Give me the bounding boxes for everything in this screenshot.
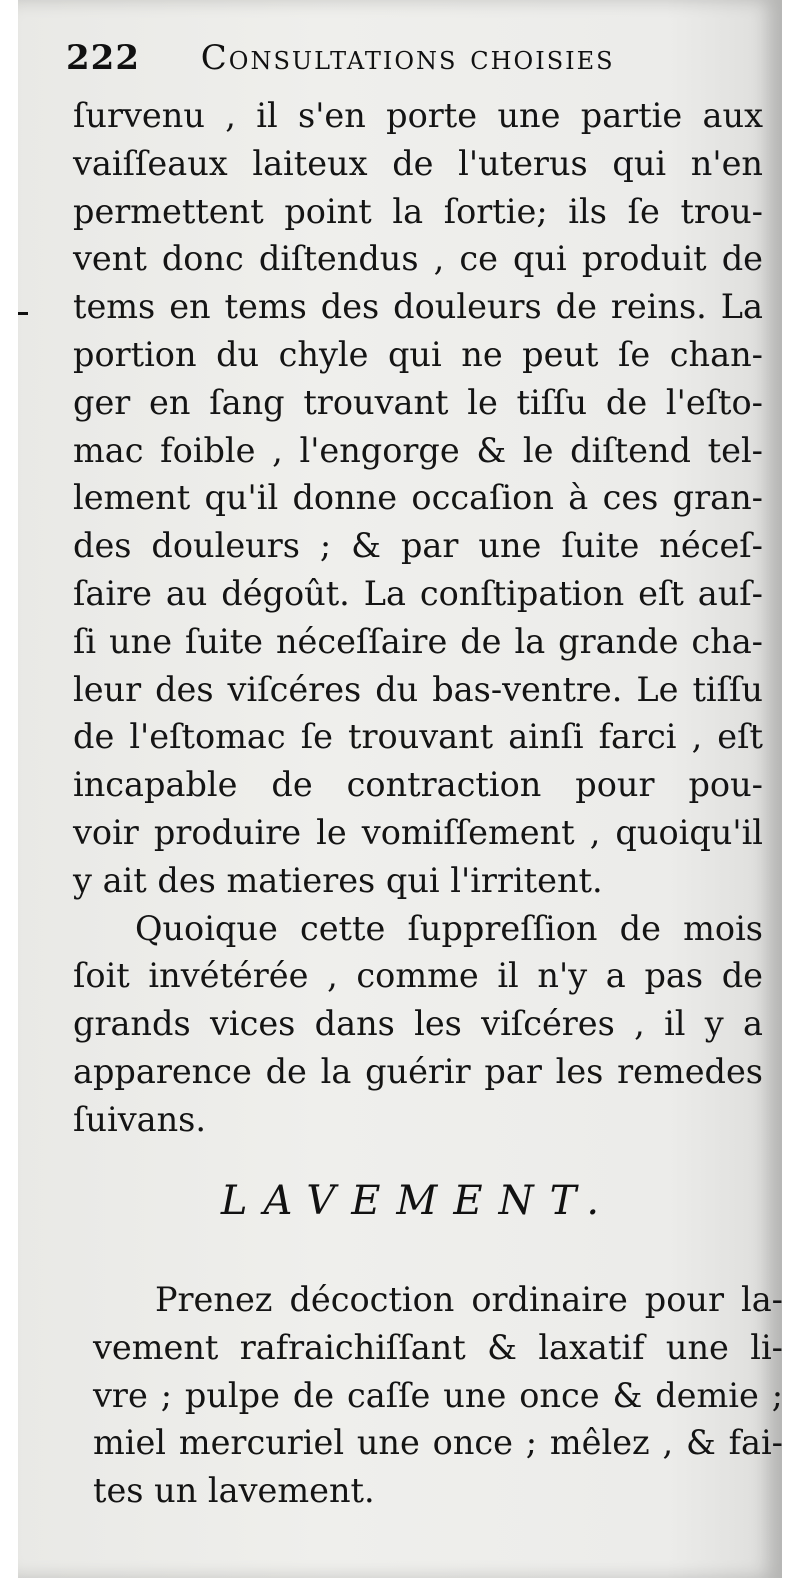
book-page (18, 0, 782, 1578)
text-line: y ait des matieres qui l'irritent. (73, 860, 603, 900)
text-line: portion du chyle qui ne peut ſe chan- (73, 334, 763, 374)
recipe-line: vre ; pulpe de caſſe une once & demie ; (93, 1375, 783, 1415)
recipe-line: Prenez décoction ordinaire pour la- (155, 1280, 783, 1319)
text-line: permettent point la ſortie; ils ſe trou- (73, 191, 763, 231)
text-line: vaiſſeaux laiteux de l'uterus qui n'en (73, 143, 763, 183)
text-line: ſaire au dégoût. La conſtipation eſt auſ- (73, 573, 763, 613)
text-line: grands vices dans les viſcéres , il y a (73, 1004, 763, 1044)
text-line: lement qu'il donne occaſion à ces gran- (73, 478, 763, 518)
section-heading: LAVEMENT. (220, 1178, 616, 1224)
running-head (66, 38, 766, 88)
text-line: de l'eſtomac ſe trouvant ainſi farci , eſt (73, 717, 763, 757)
text-line: ſurvenu , il s'en porte une partie aux (73, 96, 763, 135)
recipe-line: tes un lavement. (93, 1471, 375, 1511)
text-line: ſi une ſuite néceſſaire de la grande cha- (73, 621, 763, 661)
recipe-line: miel mercuriel une once ; mêlez , & fai- (93, 1423, 783, 1463)
recipe-line: vement rafraichiſſant & laxatif une li- (93, 1327, 783, 1367)
text-line: leur des viſcéres du bas-ventre. Le tiſſu (73, 669, 763, 709)
text-line: incapable de contraction pour pou- (73, 765, 763, 805)
text-line: tems en tems des douleurs de reins. La (73, 287, 763, 327)
text-line: des douleurs ; & par une ſuite néceſ- (73, 526, 763, 566)
text-line: Quoique cette ſuppreſſion de mois (135, 908, 763, 948)
text-line: vent donc diſtendus , ce qui produit de (73, 239, 763, 279)
text-line: apparence de la guérir par les remedes (73, 1051, 763, 1091)
text-line: mac foible , l'engorge & le diſtend tel- (73, 430, 763, 470)
text-line: ſoit invétérée , comme il n'y a pas de (73, 956, 763, 996)
margin-mark (18, 312, 28, 315)
body-text (73, 92, 763, 1144)
running-title: Consultations choisies (200, 38, 615, 78)
text-line: ger en ſang trouvant le tiſſu de l'eſto- (73, 382, 763, 422)
text-line: voir produire le vomiſſement , quoiqu'il (73, 812, 763, 852)
recipe-text (93, 1276, 783, 1515)
text-line: ſuivans. (73, 1099, 207, 1139)
page-number: 222 (66, 38, 140, 78)
